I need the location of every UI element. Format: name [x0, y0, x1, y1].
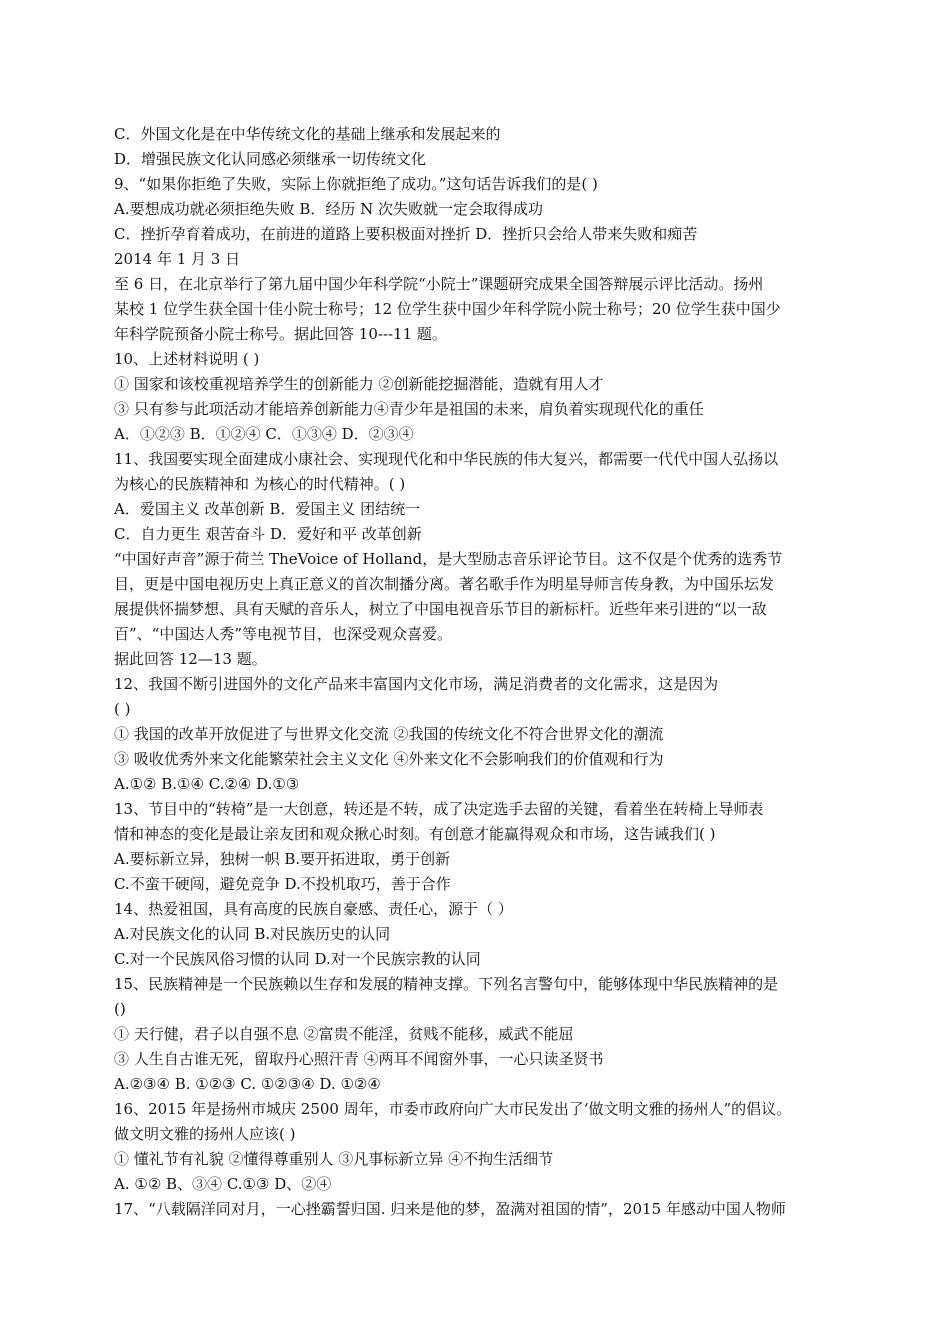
question-11: 11、我国要实现全面建成小康社会、实现现代化和中华民族的伟大复兴，都需要一代代中国人弘扬以 — [114, 450, 779, 468]
text-line: A.①② B.①④ C.②④ D.①③ — [114, 775, 300, 793]
document-body — [114, 122, 854, 1222]
text-line: C．自力更生 艰苦奋斗 D．爱好和平 改革创新 — [114, 525, 422, 543]
text-line: 2014 年 1 月 3 日 — [114, 250, 241, 268]
text-line: A．①②③ B．①②④ C．①③④ D．②③④ — [114, 425, 414, 443]
text-line: A. ①② B、③④ C.①③ D、②④ — [114, 1175, 332, 1193]
question-15: 15、民族精神是一个民族赖以生存和发展的精神支撑。下列名言警句中，能够体现中华民族精神的是 — [114, 975, 779, 993]
question-14: 14、热爱祖国，具有高度的民族自豪感、责任心，源于（ ） — [114, 900, 513, 918]
text-line: ( ) — [114, 700, 131, 718]
text-line: D．增强民族文化认同感必须继承一切传统文化 — [114, 150, 427, 168]
text-line: 至 6 日，在北京举行了第九届中国少年科学院“小院士”课题研究成果全国答辩展示评比活动。扬州 — [114, 275, 764, 293]
text-line: 某校 1 位学生获全国十佳小院士称号；12 位学生获中国少年科学院小院士称号；20 位学生获中国少 — [114, 300, 781, 318]
question-10: 10、上述材料说明 ( ) — [114, 350, 260, 368]
text-line: 目，更是中国电视历史上真正意义的首次制播分离。著名歌手作为明星导师言传身教，为中国乐坛发 — [114, 575, 775, 593]
text-line: C．外国文化是在中华传统文化的基础上继承和发展起来的 — [114, 125, 501, 143]
text-line: A．爱国主义 改革创新 B．爱国主义 团结统一 — [114, 500, 421, 518]
text-line: 年科学院预备小院士称号。据此回答 10---11 题。 — [114, 325, 447, 343]
text-line: A.要标新立异，独树一帜 B.要开拓进取，勇于创新 — [114, 850, 451, 868]
text-line: A.对民族文化的认同 B.对民族历史的认同 — [114, 925, 391, 943]
text-line: 展提供怀揣梦想、具有天赋的音乐人，树立了中国电视音乐节目的新标杆。近些年来引进的“以一敌 — [114, 600, 767, 618]
question-17: 17、“八载隔洋同对月，一心挫霸誓归国. 归来是他的梦，盈满对祖国的情”，2015 年感动中国人物师 — [114, 1200, 786, 1218]
text-line: ① 懂礼节有礼貌 ②懂得尊重别人 ③凡事标新立异 ④不拘生活细节 — [114, 1150, 554, 1168]
text-line: () — [114, 1000, 126, 1018]
question-16: 16、2015 年是扬州市城庆 2500 周年，市委市政府向广大市民发出了‘做文明文雅的扬州人”的倡议。 — [114, 1100, 792, 1118]
text-line: ① 天行健，君子以自强不息 ②富贵不能淫，贫贱不能移，威武不能屈 — [114, 1025, 574, 1043]
text-line: A.②③④ B. ①②③ C. ①②③④ D. ①②④ — [114, 1075, 381, 1093]
text-line: ③ 只有参与此项活动才能培养创新能力④青少年是祖国的未来，肩负着实现现代化的重任 — [114, 400, 704, 418]
text-line: ① 国家和该校重视培养学生的创新能力 ②创新能挖掘潜能，造就有用人才 — [114, 375, 604, 393]
text-line: C.不蛮干硬闯，避免竞争 D.不投机取巧，善于合作 — [114, 875, 451, 893]
text-line: C．挫折孕育着成功，在前进的道路上要积极面对挫折 D．挫折只会给人带来失败和痴苦 — [114, 225, 698, 243]
text-line: 百”、“中国达人秀”等电视节目，也深受观众喜爱。 — [114, 625, 453, 643]
text-line: 做文明文雅的扬州人应该( ) — [114, 1125, 296, 1143]
question-13: 13、节目中的“转椅”是一大创意，转还是不转，成了决定选手去留的关键，看着坐在转椅上导师表 — [114, 800, 764, 818]
text-line: ① 我国的改革开放促进了与世界文化交流 ②我国的传统文化不符合世界文化的潮流 — [114, 725, 664, 743]
question-12: 12、我国不断引进国外的文化产品来丰富国内文化市场，满足消费者的文化需求，这是因为 — [114, 675, 719, 693]
text-line: “中国好声音”源于荷兰 TheVoice of Holland，是大型励志音乐评论节目。这不仅是个优秀的选秀节 — [114, 550, 783, 568]
text-line: 为核心的民族精神和 为核心的时代精神。( ) — [114, 475, 406, 493]
question-9: 9、“如果你拒绝了失败，实际上你就拒绝了成功。”这句话告诉我们的是( ) — [114, 175, 598, 193]
text-line: ③ 人生自古谁无死，留取丹心照汗青 ④两耳不闻窗外事，一心只读圣贤书 — [114, 1050, 604, 1068]
text-line: 据此回答 12—13 题。 — [114, 650, 267, 668]
text-line: ③ 吸收优秀外来文化能繁荣社会主义文化 ④外来文化不会影响我们的价值观和行为 — [114, 750, 664, 768]
text-line: C.对一个民族风俗习惯的认同 D.对一个民族宗教的认同 — [114, 950, 481, 968]
text-line: 情和神态的变化是最让亲友团和观众揪心时刻。有创意才能赢得观众和市场，这告诫我们( ) — [114, 825, 716, 843]
text-line: A.要想成功就必须拒绝失败 B．经历 N 次失败就一定会取得成功 — [114, 200, 544, 218]
